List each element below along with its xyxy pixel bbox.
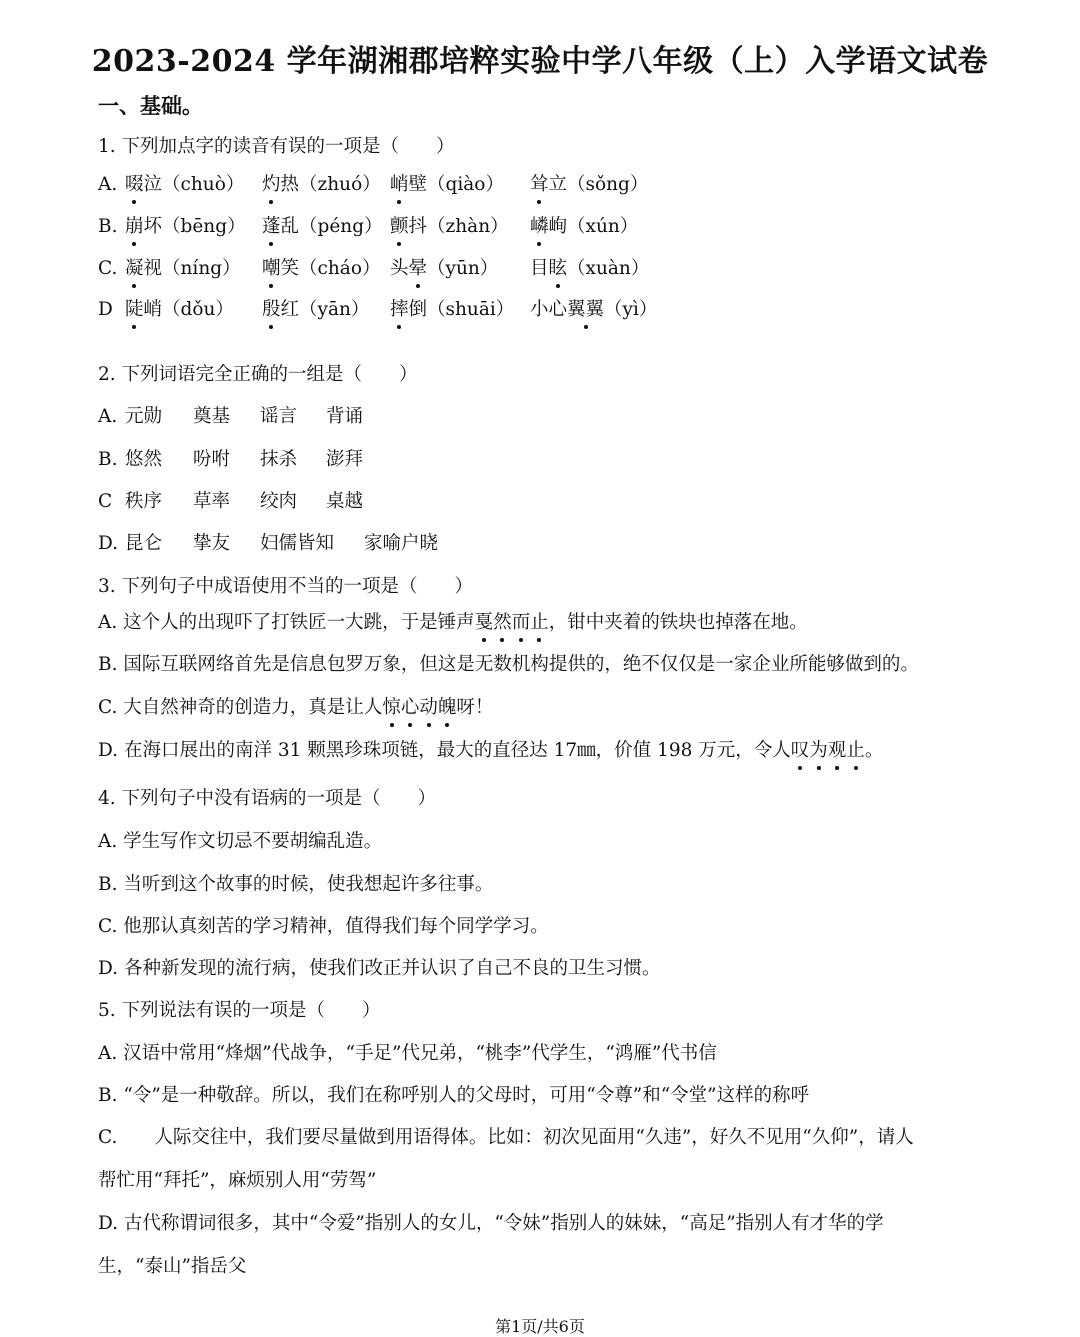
option-label: B.: [98, 654, 118, 675]
dotted-char: 灼: [262, 172, 281, 198]
q1-word: [262, 214, 383, 240]
option-label: D.: [98, 958, 119, 979]
q4-stem: 4. 下列句子中没有语病的一项是（ ）: [98, 788, 437, 809]
option-label: C: [98, 491, 113, 512]
q5-text-line: C. 人际交往中，我们要尽量做到用语得体。比如：初次见面用“久违”，好久不见用“久仰”，请人: [98, 1127, 914, 1148]
q2-word: 背诵: [326, 406, 364, 427]
sentence-text: 。: [864, 740, 884, 761]
q1-word: [125, 214, 246, 240]
q1-word: [530, 214, 638, 240]
dotted-char: 啜: [125, 172, 144, 198]
dotted-char: 峭: [390, 172, 409, 198]
q5-text-line: 帮忙用“拜托”，麻烦别人用“劳驾”: [98, 1170, 377, 1191]
sentence-text: 各种新发现的流行病，使我们改正并认识了自己不良的卫生习惯。: [123, 958, 661, 979]
dotted-char: 殷: [262, 297, 281, 323]
dotted-char: 耸: [530, 172, 549, 198]
q5-text-line: 生，“泰山”指岳父: [98, 1256, 247, 1277]
q2-word: 谣言: [260, 406, 298, 427]
sentence-text: 大自然神奇的创造力，真是让人: [123, 697, 383, 718]
q1-word: [125, 172, 244, 198]
dotted-char: 晕: [409, 256, 428, 282]
q2-word: 家喻户晓: [364, 533, 439, 554]
q2-word: 悠然: [125, 449, 163, 470]
dotted-char: 陡: [125, 297, 144, 323]
q1-word: [390, 256, 498, 282]
q1-word: [530, 256, 649, 282]
word-rest: 峋（xún）: [548, 216, 639, 237]
q3-option-row: [98, 610, 808, 636]
option-label: C.: [98, 258, 118, 279]
option-label: A.: [98, 406, 118, 427]
option-label: B.: [98, 874, 118, 895]
sentence-text: 呀！: [456, 697, 494, 718]
q2-stem: 2. 下列词语完全正确的一组是（ ）: [98, 364, 418, 385]
q3-stem: 3. 下列句子中成语使用不当的一项是（ ）: [98, 576, 474, 597]
q4-option-row: [98, 829, 382, 855]
q1-word: [390, 172, 504, 198]
dotted-char: 眩: [549, 256, 568, 282]
q5-text-line: D. 古代称谓词很多，其中“令爱”指别人的女儿，“令妹”指别人的妹妹，“高足”指别人有才华的学: [98, 1213, 884, 1234]
q1-word: [125, 256, 241, 282]
q4-option-row: [98, 956, 660, 982]
word-rest: 坏（bēng）: [143, 216, 246, 237]
dotted-char: 止: [530, 610, 549, 636]
sentence-text: 这个人的出现吓了打铁匠一大跳，于是锤声: [123, 612, 475, 633]
q1-word: [530, 172, 648, 198]
dotted-char: 魄: [438, 695, 457, 721]
option-label: A.: [98, 831, 118, 852]
dotted-char: 然: [493, 610, 512, 636]
word-rest: 倒（shuāi）: [408, 299, 515, 320]
word-rest: （xuàn）: [567, 258, 650, 279]
word-rest: （yì）: [604, 299, 658, 320]
option-label: C.: [98, 916, 118, 937]
option-label: D: [98, 299, 113, 320]
dotted-char: 嘲: [262, 256, 281, 282]
q1-word: [262, 256, 380, 282]
dotted-char: 翼翼: [567, 297, 604, 323]
word-prefix: 小心: [530, 299, 568, 320]
dotted-char: 戛: [475, 610, 494, 636]
word-rest: 泣（chuò）: [143, 174, 245, 195]
q3-option-row: [98, 738, 883, 764]
option-label: C.: [98, 697, 118, 718]
section-heading: 一、基础。: [98, 93, 203, 118]
dotted-char: 颤: [390, 214, 409, 240]
option-label: A.: [98, 612, 118, 633]
q2-word: 澎拜: [326, 449, 364, 470]
q1-word: [262, 297, 369, 323]
dotted-idiom: [382, 697, 456, 718]
q3-option-row: [98, 695, 493, 721]
q1-word: [530, 297, 657, 323]
q2-word: 抹杀: [260, 449, 298, 470]
sentence-text: 当听到这个故事的时候，使我想起许多往事。: [123, 874, 494, 895]
q2-word: 秩序: [125, 491, 163, 512]
dotted-char: 嶙: [530, 214, 549, 240]
dotted-char: 止: [846, 738, 865, 764]
q2-word: 草率: [193, 491, 231, 512]
q2-word: 昆仑: [125, 533, 163, 554]
sentence-text: 学生写作文切忌不要胡编乱造。: [123, 831, 383, 852]
option-label: B.: [98, 449, 118, 470]
dotted-char: 而: [512, 610, 531, 636]
word-prefix: 头: [390, 258, 409, 279]
word-rest: 热（zhuó）: [280, 174, 381, 195]
word-prefix: 目: [530, 258, 549, 279]
dotted-char: 蓬: [262, 214, 281, 240]
word-rest: 乱（péng）: [280, 216, 383, 237]
exam-title: 2023-2024 学年湖湘郡培粹实验中学八年级（上）入学语文试卷: [91, 44, 989, 79]
option-label: A.: [98, 174, 118, 195]
dotted-char: 崩: [125, 214, 144, 240]
option-label: D.: [98, 740, 119, 761]
dotted-idiom: [791, 740, 865, 761]
dotted-char: 观: [828, 738, 847, 764]
sentence-text: 在海口展出的南洋 31 颗黑珍珠项链，最大的直径达 17㎜，价值 198 万元，令人: [123, 740, 791, 761]
q2-word: 奠基: [193, 406, 231, 427]
q4-option-row: [98, 872, 493, 898]
dotted-char: 心: [401, 695, 420, 721]
q5-stem: 5. 下列说法有误的一项是（ ）: [98, 1000, 381, 1021]
word-rest: 壁（qiào）: [408, 174, 504, 195]
q2-word: 挚友: [193, 533, 231, 554]
q1-word: [390, 297, 514, 323]
option-label: B.: [98, 216, 118, 237]
q1-stem: 1. 下列加点字的读音有误的一项是（ ）: [98, 136, 455, 157]
dotted-char: 摔: [390, 297, 409, 323]
q5-text-line: B. “令”是一种敬辞。所以，我们在称呼别人的父母时，可用“令尊”和“令堂”这样的称呼: [98, 1085, 810, 1106]
dotted-char: 叹: [791, 738, 810, 764]
dotted-char: 动: [419, 695, 438, 721]
word-rest: （yūn）: [427, 258, 499, 279]
word-rest: 抖（zhàn）: [408, 216, 509, 237]
option-label: D.: [98, 533, 119, 554]
word-rest: 红（yān）: [280, 299, 370, 320]
word-rest: 立（sǒng）: [548, 174, 649, 195]
q3-option-row: [98, 652, 919, 678]
dotted-char: 为: [809, 738, 828, 764]
page-footer: 第1页/共6页: [495, 1317, 585, 1336]
q2-word: 元勋: [125, 406, 163, 427]
sentence-text: 国际互联网络首先是信息包罗万象，但这是无数机构提供的，绝不仅仅是一家企业所能够做到的。: [123, 654, 919, 675]
dotted-char: 凝: [125, 256, 144, 282]
dotted-char: 惊: [382, 695, 401, 721]
word-rest: 笑（cháo）: [280, 258, 381, 279]
q4-option-row: [98, 914, 549, 940]
sentence-text: 他那认真刻苦的学习精神，值得我们每个同学学习。: [123, 916, 549, 937]
q1-word: [125, 297, 234, 323]
sentence-text: ，钳中夹着的铁块也掉落在地。: [548, 612, 808, 633]
q2-word: 妇儒皆知: [260, 533, 335, 554]
q5-text-line: A. 汉语中常用“烽烟”代战争，“手足”代兄弟，“桃李”代学生，“鸿雁”代书信: [98, 1043, 717, 1064]
q2-word: 桌越: [326, 491, 364, 512]
q1-word: [390, 214, 509, 240]
word-rest: 视（níng）: [143, 258, 241, 279]
word-rest: 峭（dǒu）: [143, 299, 234, 320]
q1-word: [262, 172, 381, 198]
q2-word: 绞肉: [260, 491, 298, 512]
q2-word: 吩咐: [193, 449, 231, 470]
dotted-idiom: [475, 612, 549, 633]
